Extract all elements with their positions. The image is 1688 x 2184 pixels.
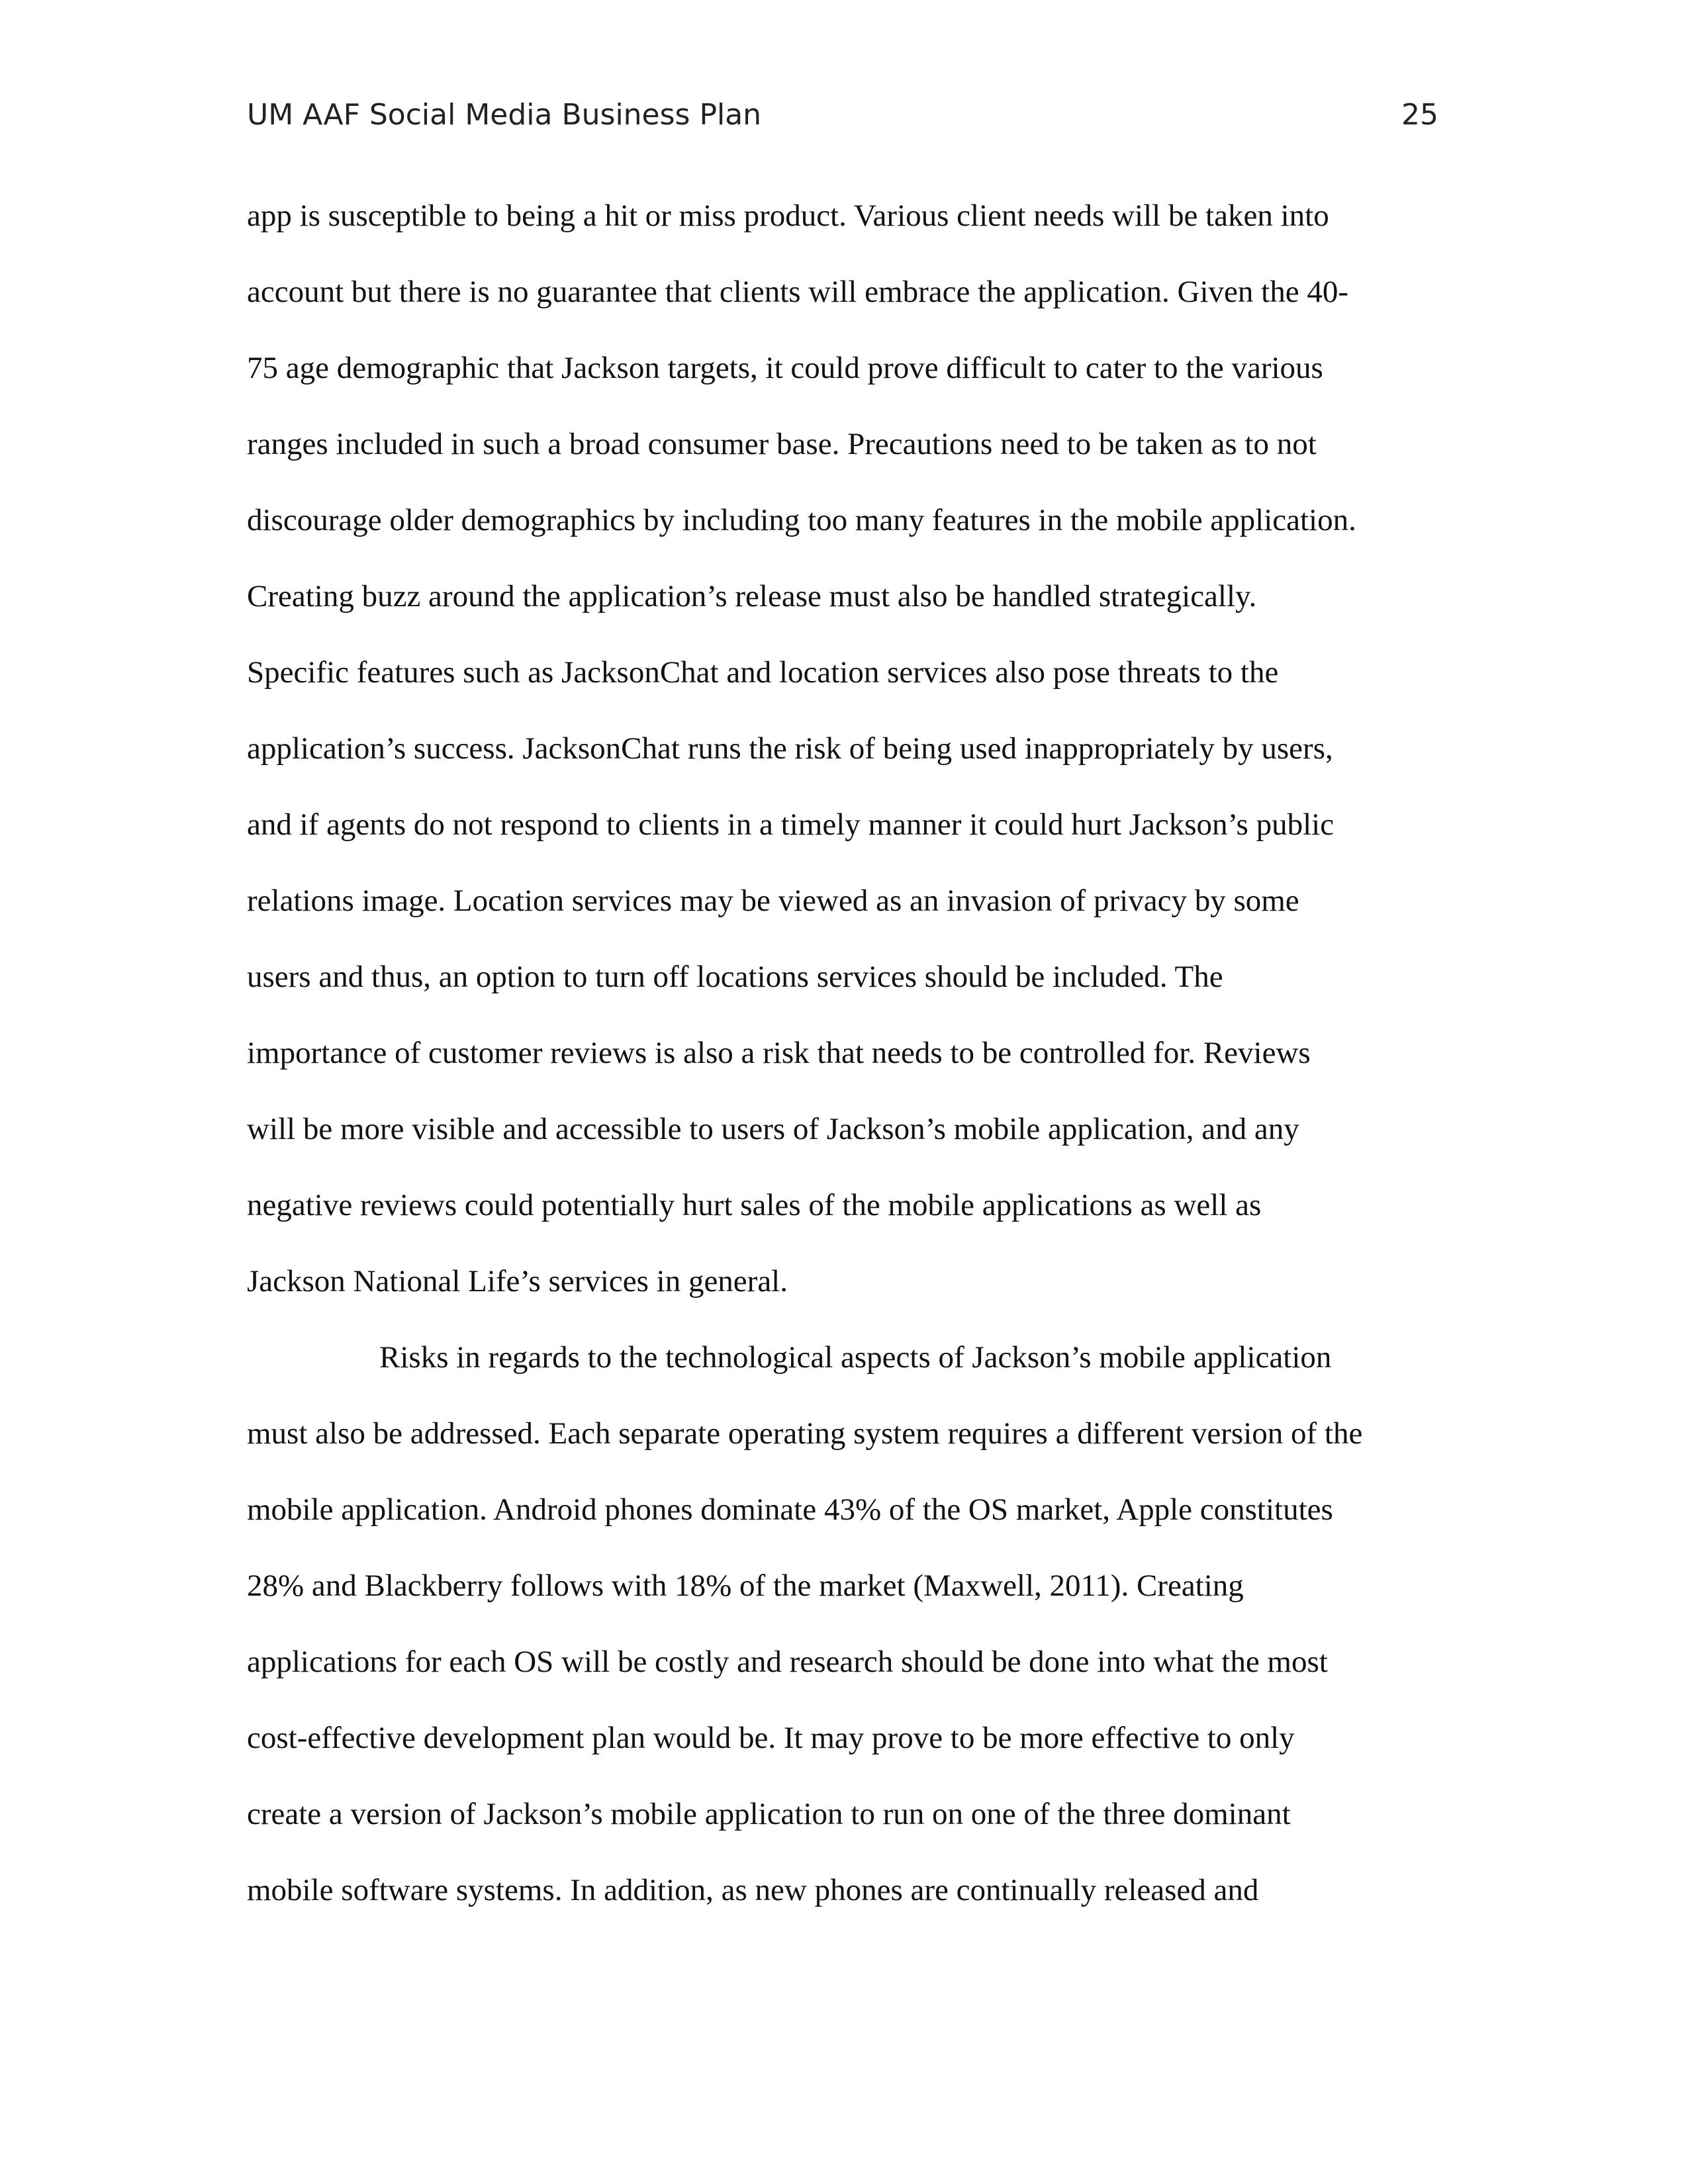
text-line: mobile application. Android phones dominate 43% of the OS market, Apple constitutes (247, 1492, 1333, 1527)
text-line: cost-effective development plan would be. It may prove to be more effective to only (247, 1721, 1295, 1755)
text-line: will be more visible and accessible to users of Jackson’s mobile application, and any (247, 1112, 1299, 1146)
body-text (247, 196, 1438, 1946)
page-number: 25 (1401, 98, 1438, 132)
text-line: negative reviews could potentially hurt sales of the mobile applications as well as (247, 1188, 1262, 1222)
text-line: create a version of Jackson’s mobile application to run on one of the three dominant (247, 1797, 1291, 1831)
text-line: applications for each OS will be costly and research should be done into what the most (247, 1645, 1328, 1679)
text-line: discourage older demographics by including too many features in the mobile application. (247, 503, 1356, 537)
paragraph-first-line: Risks in regards to the technological aspects of Jackson’s mobile application (379, 1340, 1332, 1375)
text-line: ranges included in such a broad consumer base. Precautions need to be taken as to not (247, 427, 1317, 461)
text-line: application’s success. JacksonChat runs the risk of being used inappropriately by users, (247, 731, 1333, 766)
text-line: relations image. Location services may be viewed as an invasion of privacy by some (247, 884, 1299, 918)
text-line: must also be addressed. Each separate operating system requires a different version of the (247, 1416, 1363, 1451)
text-line: app is susceptible to being a hit or miss product. Various client needs will be taken into (247, 199, 1329, 233)
running-header (247, 98, 1438, 138)
text-line: importance of customer reviews is also a risk that needs to be controlled for. Reviews (247, 1036, 1311, 1070)
text-line: mobile software systems. In addition, as new phones are continually released and (247, 1873, 1259, 1907)
text-line: 28% and Blackberry follows with 18% of the market (Maxwell, 2011). Creating (247, 1569, 1244, 1603)
text-line: Specific features such as JacksonChat and location services also pose threats to the (247, 655, 1279, 690)
text-line: 75 age demographic that Jackson targets, it could prove difficult to cater to the various (247, 351, 1323, 385)
text-line: Jackson National Life’s services in general. (247, 1264, 788, 1298)
text-line: and if agents do not respond to clients in a timely manner it could hurt Jackson’s public (247, 807, 1335, 842)
text-line: Creating buzz around the application’s release must also be handled strategically. (247, 579, 1257, 614)
text-line: account but there is no guarantee that clients will embrace the application. Given the 40- (247, 275, 1348, 309)
text-line: users and thus, an option to turn off locations services should be included. The (247, 960, 1223, 994)
document-title: UM AAF Social Media Business Plan (247, 98, 762, 132)
